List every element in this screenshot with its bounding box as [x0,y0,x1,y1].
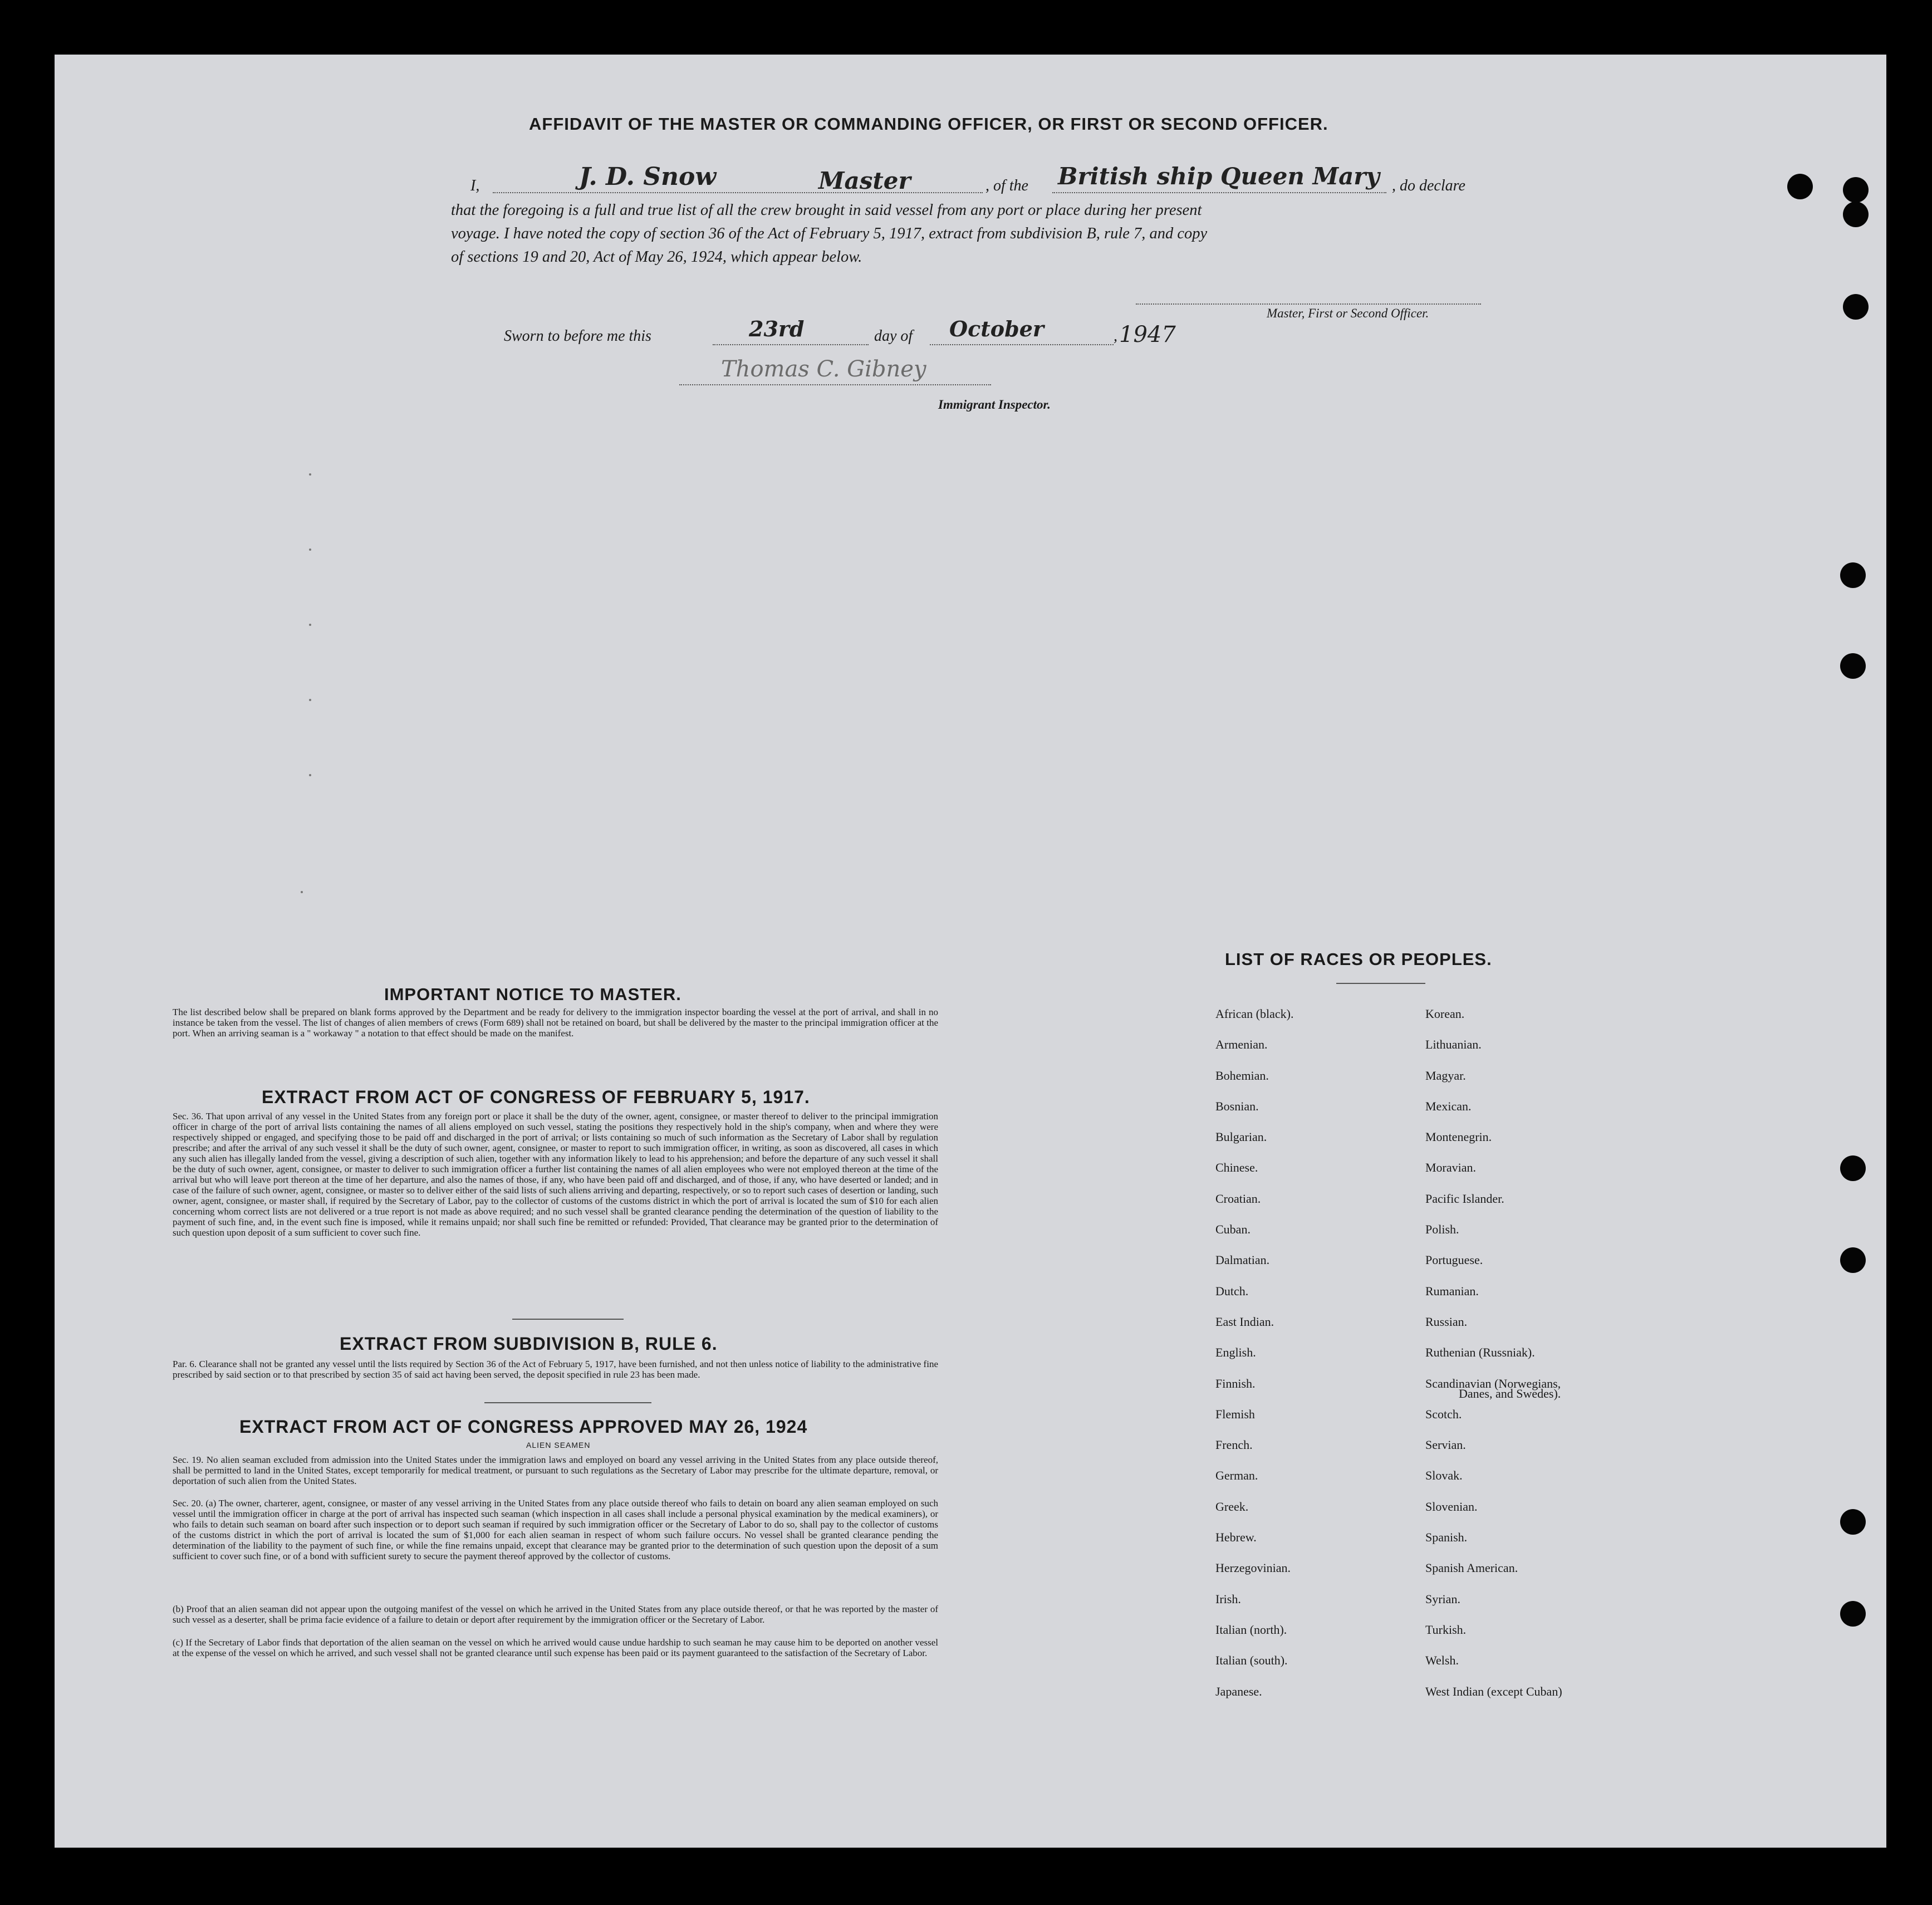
inspector-caption: Immigrant Inspector. [938,398,1051,412]
punch-hole-icon [1840,1601,1866,1627]
master-signature-caption: Master, First or Second Officer. [1267,306,1429,320]
race-item: East Indian. [1215,1314,1274,1329]
master-title-handwritten: Master [818,167,911,194]
race-item: Flemish [1215,1407,1255,1421]
ship-line [1052,192,1386,193]
race-item: Irish. [1215,1591,1241,1606]
race-item: Spanish American. [1425,1561,1518,1575]
do-declare-text: , do declare [1392,177,1465,194]
rule6-text: Par. 6. Clearance shall not be granted any vessel until the lists required by Section 36 of the Act of February 5, 1917, have been furnished, and not then unless notice of liability to the administrative fine prescribed by said section or to that prescribed by section 35 of said act having been served, the deposit specified in rule 23 has been made. [173,1359,938,1380]
affidavit-title: AFFIDAVIT OF THE MASTER OR COMMANDING OFFICER, OR FIRST OR SECOND OFFICER. [529,114,1328,134]
day-of-text: day of [874,327,913,345]
race-item: Cuban. [1215,1222,1251,1237]
race-item: Scotch. [1425,1407,1462,1421]
race-item: Montenegrin. [1425,1130,1492,1144]
race-item: West Indian (except Cuban) [1425,1684,1562,1698]
race-item: Slovak. [1425,1468,1463,1483]
notice-title: IMPORTANT NOTICE TO MASTER. [384,985,681,1004]
race-item: Mexican. [1425,1099,1472,1113]
race-item: Italian (north). [1215,1622,1287,1637]
race-item: Ruthenian (Russniak). [1425,1345,1535,1360]
punch-hole-icon [1840,653,1866,679]
punch-hole-icon [1843,294,1869,320]
month-line [930,344,1114,345]
race-item: Japanese. [1215,1684,1262,1698]
punch-hole-icon [1787,174,1813,199]
race-item: Bohemian. [1215,1068,1269,1083]
race-item-continuation: Danes, and Swedes). [1459,1387,1561,1400]
race-item: Portuguese. [1425,1253,1483,1267]
race-item: Rumanian. [1425,1284,1479,1298]
race-item: Syrian. [1425,1591,1460,1606]
sec20c-text: (c) If the Secretary of Labor finds that deportation of the alien seaman on the vessel on which he arrived would cause undue hardship to such seaman he may cause him to be deported on another vessel at the expense of the vessel on which he arrived, and such vessel shall not be granted clearance until such expense has been paid or its payment guaranteed to the satisfaction of the Secretary of Labor. [173,1637,938,1658]
sworn-prefix: Sworn to before me this [504,327,651,345]
master-name-handwritten: J. D. Snow [579,163,717,191]
race-item: Lithuanian. [1425,1037,1482,1052]
rule6-title: EXTRACT FROM SUBDIVISION B, RULE 6. [340,1334,718,1354]
race-item: Polish. [1425,1222,1459,1237]
race-item: Welsh. [1425,1653,1459,1668]
race-item: French. [1215,1438,1253,1452]
year-handwritten: 1947 [1119,322,1176,347]
race-item: Armenian. [1215,1037,1268,1052]
races-column-2 [1425,998,1562,1707]
day-line [713,344,869,345]
race-item: Dalmatian. [1215,1253,1270,1267]
inspector-signature-handwritten: Thomas C. Gibney [721,356,926,382]
notice-text: The list described below shall be prepared on blank forms approved by the Department and be ready for delivery to the immigration inspector boarding the vessel at the port of arrival, and shall in no instance be taken from the vessel. The list of changes of alien members of crews (Form 689) shall not be retained on board, but shall be delivered by the master to the principal immigration officer at the port. When an arriving seaman is a " workaway " a notation to that effect should be made on the manifest. [173,1007,938,1039]
race-item: Bulgarian. [1215,1130,1267,1144]
affidavit-body-line2: voyage. I have noted the copy of section 36 of the Act of February 5, 1917, extract from subdivision B, rule 7, and copy [451,225,1208,242]
affidavit-prefix: I, [470,177,480,194]
race-item: Hebrew. [1215,1530,1257,1545]
divider [512,1319,624,1320]
month-handwritten: October [949,316,1044,341]
extract-1917-text: Sec. 36. That upon arrival of any vessel in the United States from any foreign port or place it shall be the duty of the owner, agent, consignee, or master thereof to deliver to the principal immigration officer in charge of the port of arrival lists containing the names of all aliens employed on such vessel, stating the positions they respectively hold in the ship's company, when and where they were respectively shipped or engaged, and specifying those to be paid off and discharged in the port of arrival; or lists containing so much of such information as the Secretary of Labor shall by regulation prescribe; and after the arrival of any such vessel it shall be the duty of such owner, agent, consignee, or master to report to such immigration officer, in writing, as soon as discovered, all cases in which any such alien has illegally landed from the vessel, giving a description of such alien, together with any information likely to lead to his apprehension; and before the departure of any such vessel it shall be the duty of such owner, agent, consignee, or master to deliver to such immigration officer a further list containing the names of all alien employees who were not employed thereon at the time of the arrival but who will leave port thereon at the time of her departure, and also the names of those, if any, who have been paid off and discharged, and of those, if any, who have deserted or landed; and in case of the failure of such owner, agent, consignee, or master so to deliver either of the said lists of such aliens arriving and departing, respectively, or so to report such cases of desertion or landing, such owner, agent, consignee, or master shall, if required by the Secretary of Labor, pay to the collector of customs of the customs district in which the port of arrival is located the sum of $10 for each alien concerning whom correct lists are not delivered or a true report is not made as above required; and no such vessel shall be granted clearance pending the determination of the question of liability to the payment of such fine, and, in the event such fine is imposed, while it remains unpaid; nor shall such fine be remitted or refunded: Provided, That clearance may be granted prior to the determination of such question upon deposit of a sum sufficient to cover such fine. [173,1111,938,1238]
race-item: African (black). [1215,1007,1294,1021]
ship-name-handwritten: British ship Queen Mary [1058,163,1380,190]
sec20b-text: (b) Proof that an alien seaman did not appear upon the outgoing manifest of the vessel on which he arrived in the United States from any place outside thereof, or that he was reported by the master of such vessel as a deserter, shall be prima facie evidence of a failure to detain or deport after requirement by the immigration officer or the Secretary of Labor. [173,1604,938,1625]
day-handwritten: 23rd [749,316,805,341]
race-item: Spanish. [1425,1530,1468,1545]
punch-hole-icon [1840,1509,1866,1535]
divider [484,1402,651,1403]
race-item: Italian (south). [1215,1653,1288,1668]
punch-hole-icon [1840,1247,1866,1273]
extract-1924-subtitle: ALIEN SEAMEN [526,1441,591,1449]
race-item: English. [1215,1345,1256,1360]
affidavit-body-line1: that the foregoing is a full and true list of all the crew brought in said vessel from any port or place during her present [451,202,1202,219]
races-column-1 [1215,998,1293,1707]
race-item: Magyar. [1425,1068,1466,1083]
race-item: Croatian. [1215,1191,1261,1206]
race-item: Chinese. [1215,1160,1258,1175]
punch-hole-icon [1843,177,1869,203]
race-item: German. [1215,1468,1258,1483]
master-signature-line [1136,303,1481,305]
sec19-text: Sec. 19. No alien seaman excluded from admission into the United States under the immigration laws and employed on board any vessel arriving in the United States from any place outside thereof, shall be permitted to land in the United States, except temporarily for medical treatment, or pursuant to such regulations as the Secretary of Labor may prescribe for the ultimate departure, removal, or deportation of such alien from the United States. [173,1455,938,1486]
race-item: Korean. [1425,1007,1465,1021]
affidavit-body-line3: of sections 19 and 20, Act of May 26, 1924, which appear below. [451,248,862,266]
race-item: Turkish. [1425,1622,1467,1637]
race-item: Greek. [1215,1499,1249,1514]
races-title: LIST OF RACES OR PEOPLES. [1225,949,1492,969]
race-item: Scandinavian (Norwegians, [1425,1376,1561,1390]
race-item: Moravian. [1425,1160,1477,1175]
race-item: Bosnian. [1215,1099,1259,1113]
extract-1924-title: EXTRACT FROM ACT OF CONGRESS APPROVED MAY 26, 1924 [239,1417,808,1437]
punch-hole-icon [1840,562,1866,588]
race-item: Russian. [1425,1314,1468,1329]
race-item: Pacific Islander. [1425,1191,1504,1206]
race-item: Slovenian. [1425,1499,1478,1514]
race-item: Dutch. [1215,1284,1249,1298]
of-the-text: , of the [985,177,1028,194]
sec20a-text: Sec. 20. (a) The owner, charterer, agent, consignee, or master of any vessel arriving in the United States from any place outside thereof who fails to detain on board any alien seaman employed on such vessel until the immigration officer in charge at the port of arrival has inspected such seaman (which inspection in all cases shall include a personal physical examination by the medical examiners), or who fails to detain such seaman on board after such inspection or to deport such seaman if required by such immigration officer or the Secretary of Labor to do so, shall pay to the collector of customs of the customs district in which the port of arrival is located the sum of $1,000 for each alien seaman in respect of whom such failure occurs. No vessel shall be granted clearance pending the determination of the liability to the payment of such fine, or while the fine remains unpaid, except that clearance may be granted prior to the determination of such question upon the deposit of a sum sufficient to cover such fine, or of a bond with sufficient surety to secure the payment thereof approved by the collector of customs. [173,1498,938,1561]
race-item: Finnish. [1215,1376,1256,1390]
punch-hole-icon [1840,1155,1866,1181]
inspector-signature-line [679,384,991,385]
extract-1917-title: EXTRACT FROM ACT OF CONGRESS OF FEBRUARY 5, 1917. [262,1087,810,1107]
divider [1336,983,1425,984]
race-item: Herzegovinian. [1215,1561,1291,1575]
race-item: Servian. [1425,1438,1466,1452]
punch-hole-icon [1843,202,1869,227]
